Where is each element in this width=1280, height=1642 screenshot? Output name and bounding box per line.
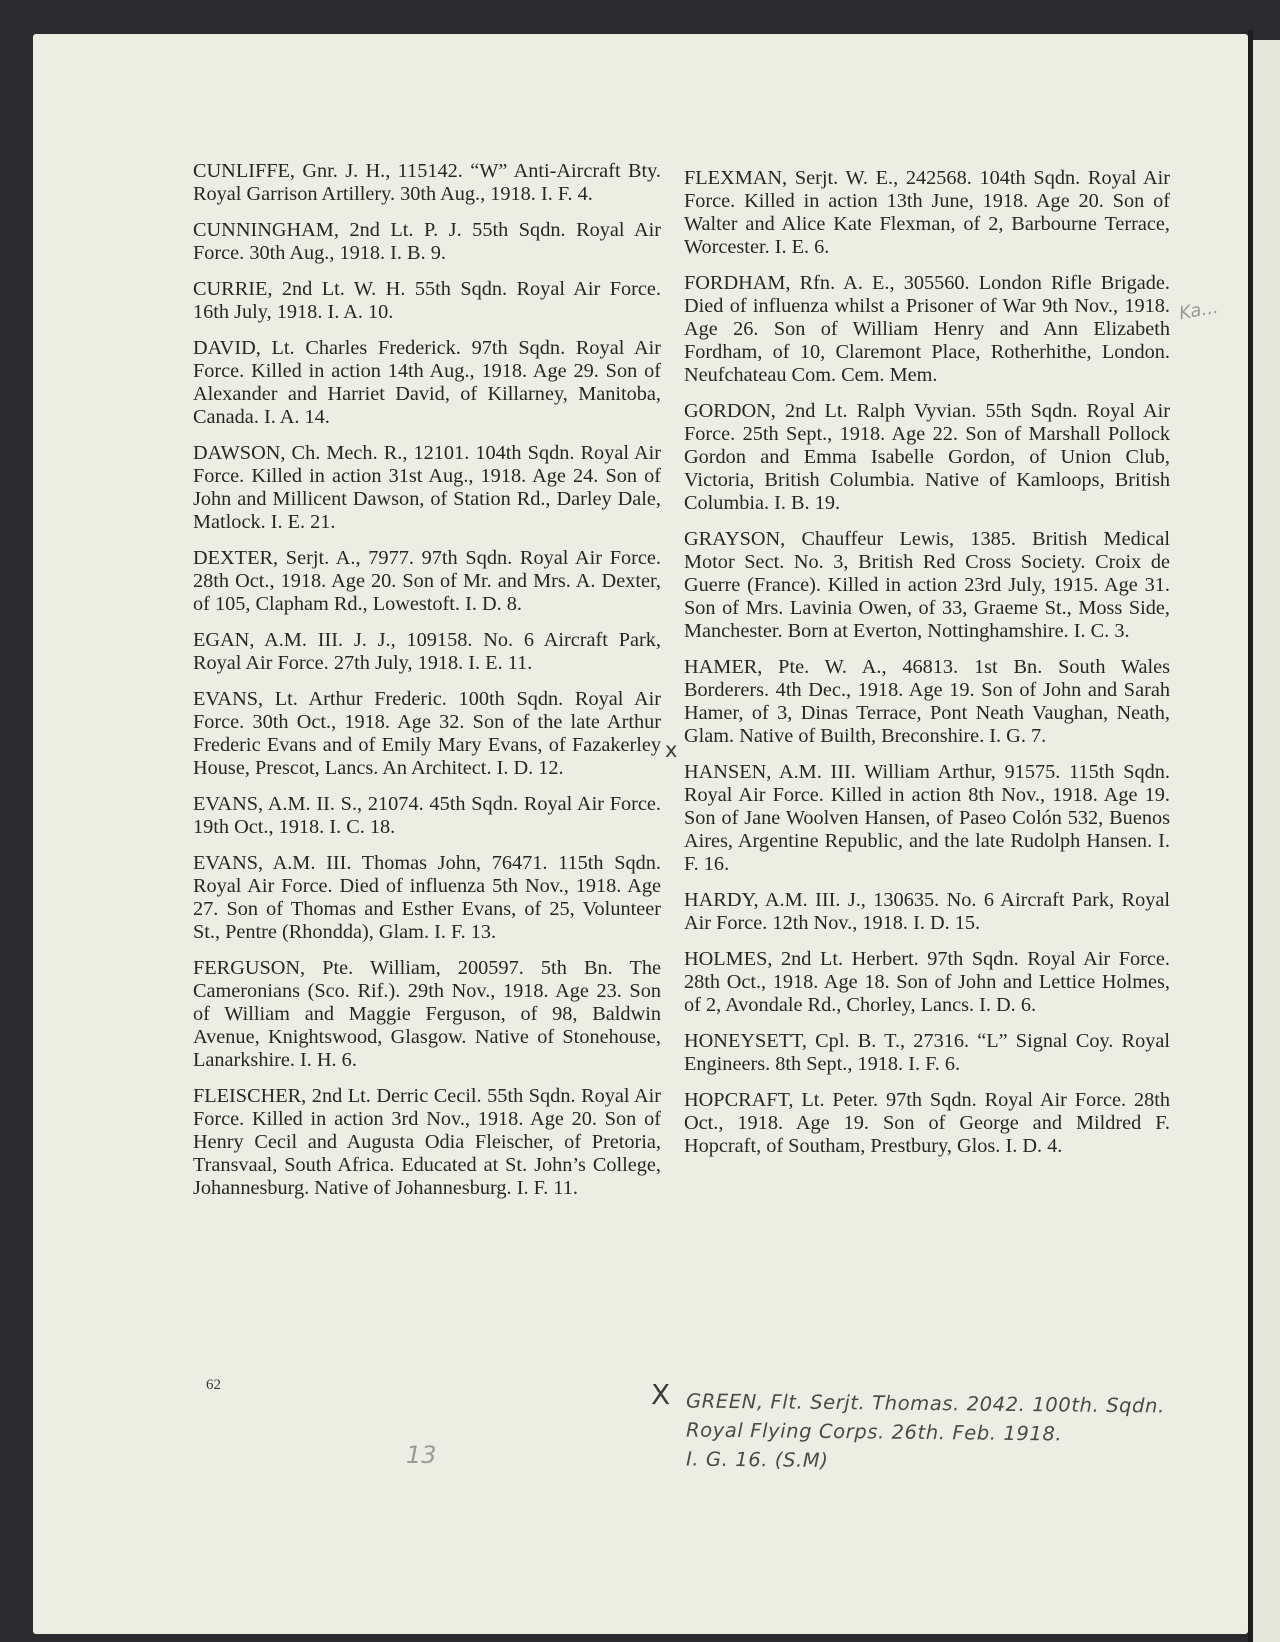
register-entry: CUNLIFFE, Gnr. J. H., 115142. “W” Anti-Aircraft Bty. Royal Garrison Artillery. 30th Aug., 1918. I. F. 4. <box>193 160 661 205</box>
register-entry: GRAYSON, Chauffeur Lewis, 1385. British Medical Motor Sect. No. 3, British Red Cross Society. Croix de Guerre (France). Killed in action 23rd July, 1915. Age 31. Son of Mrs. Lavinia Owen, of 33, Graeme St., Moss Side, Manchester. Born at Everton, Nottinghamshire. I. C. 3. <box>684 528 1170 642</box>
register-entry: GORDON, 2nd Lt. Ralph Vyvian. 55th Sqdn. Royal Air Force. 25th Sept., 1918. Age 22. Son of Marshall Pollock Gordon and Emma Isabelle Gordon, of Union Club, Victoria, British Columbia. Native of Kamloops, British Columbia. I. B. 19. <box>684 400 1170 514</box>
register-entry: EVANS, A.M. II. S., 21074. 45th Sqdn. Royal Air Force. 19th Oct., 1918. I. C. 18. <box>193 793 661 838</box>
register-entry: FORDHAM, Rfn. A. E., 305560. London Rifle Brigade. Died of influenza whilst a Prisoner of War 9th Nov., 1918. Age 26. Son of William Henry and Ann Elizabeth Fordham, of 10, Claremont Place, Rotherhithe, London. Neufchateau Com. Cem. Mem. <box>684 272 1170 386</box>
register-entry: FERGUSON, Pte. William, 200597. 5th Bn. The Cameronians (Sco. Rif.). 29th Nov., 1918. Age 23. Son of William and Maggie Ferguson, of 98, Baldwin Avenue, Knightswood, Glasgow. Native of Stonehouse, Lanarkshire. I. H. 6. <box>193 957 661 1071</box>
handwritten-note-line: GREEN, Flt. Serjt. Thomas. 2042. 100th. Sqdn. <box>685 1389 1165 1418</box>
handwritten-note-line: I. G. 16. (S.M) <box>685 1447 829 1472</box>
register-entry: HANSEN, A.M. III. William Arthur, 91575. 115th Sqdn. Royal Air Force. Killed in action 8th Nov., 1918. Age 19. Son of Jane Woolven Hansen, of Paseo Colón 532, Buenos Aires, Argentine Republic, and the late Rudolph Hansen. I. F. 16. <box>684 761 1170 875</box>
register-entry: HOPCRAFT, Lt. Peter. 97th Sqdn. Royal Air Force. 28th Oct., 1918. Age 19. Son of George and Mildred F. Hopcraft, of Southam, Prestbury, Glos. I. D. 4. <box>684 1089 1170 1157</box>
register-entry: HAMER, Pte. W. A., 46813. 1st Bn. South Wales Borderers. 4th Dec., 1918. Age 19. Son of John and Sarah Hamer, of 3, Dinas Terrace, Pont Neath Vaughan, Neath, Glam. Native of Builth, Breconshire. I. G. 7. <box>684 656 1170 747</box>
page-number: 62 <box>206 1377 221 1393</box>
left-column <box>193 160 661 1213</box>
register-entry: CUNNINGHAM, 2nd Lt. P. J. 55th Sqdn. Royal Air Force. 30th Aug., 1918. I. B. 9. <box>193 219 661 264</box>
register-entry: DAWSON, Ch. Mech. R., 12101. 104th Sqdn. Royal Air Force. Killed in action 31st Aug., 1918. Age 24. Son of John and Millicent Dawson, of Station Rd., Darley Dale, Matlock. I. E. 21. <box>193 442 661 533</box>
handwritten-note <box>686 1389 1165 1476</box>
register-entry: EVANS, A.M. III. Thomas John, 76471. 115th Sqdn. Royal Air Force. Died of influenza 5th Nov., 1918. Age 27. Son of Thomas and Esther Evans, of 25, Volunteer St., Pentre (Rhondda), Glam. I. F. 13. <box>193 852 661 943</box>
pencil-number: 13 <box>406 1441 437 1469</box>
facing-page-edge <box>1253 40 1280 1642</box>
register-entry: FLEISCHER, 2nd Lt. Derric Cecil. 55th Sqdn. Royal Air Force. Killed in action 3rd Nov., 1918. Age 20. Son of Henry Cecil and Augusta Odia Fleischer, of Pretoria, Transvaal, South Africa. Educated at St. John’s College, Johannesburg. Native of Johannesburg. I. F. 11. <box>193 1085 661 1199</box>
register-entry: FLEXMAN, Serjt. W. E., 242568. 104th Sqdn. Royal Air Force. Killed in action 13th June, 1918. Age 20. Son of Walter and Alice Kate Flexman, of 2, Barbourne Terrace, Worcester. I. E. 6. <box>684 167 1170 258</box>
handwritten-x-mark: X <box>651 1378 671 1411</box>
register-entry: CURRIE, 2nd Lt. W. H. 55th Sqdn. Royal Air Force. 16th July, 1918. I. A. 10. <box>193 278 661 323</box>
register-entry: EVANS, Lt. Arthur Frederic. 100th Sqdn. Royal Air Force. 30th Oct., 1918. Age 32. Son of the late Arthur Frederic Evans and of Emily Mary Evans, of Fazakerley House, Prescot, Lancs. An Architect. I. D. 12. <box>193 688 661 779</box>
margin-pencil-scrawl: Ka... <box>1177 296 1220 325</box>
register-entry: HARDY, A.M. III. J., 130635. No. 6 Aircraft Park, Royal Air Force. 12th Nov., 1918. I. D. 15. <box>684 889 1170 934</box>
register-entry: DAVID, Lt. Charles Frederick. 97th Sqdn. Royal Air Force. Killed in action 14th Aug., 1918. Age 29. Son of Alexander and Harriet David, of Killarney, Manitoba, Canada. I. A. 14. <box>193 337 661 428</box>
handwritten-note-line: Royal Flying Corps. 26th. Feb. 1918. <box>685 1418 1063 1446</box>
register-entry: HOLMES, 2nd Lt. Herbert. 97th Sqdn. Royal Air Force. 28th Oct., 1918. Age 18. Son of John and Lettice Holmes, of 2, Avondale Rd., Chorley, Lancs. I. D. 6. <box>684 948 1170 1016</box>
handwritten-x-mark: x <box>665 738 678 762</box>
right-column <box>684 167 1170 1171</box>
register-entry: HONEYSETT, Cpl. B. T., 27316. “L” Signal Coy. Royal Engineers. 8th Sept., 1918. I. F. 6. <box>684 1030 1170 1075</box>
register-entry: DEXTER, Serjt. A., 7977. 97th Sqdn. Royal Air Force. 28th Oct., 1918. Age 20. Son of Mr. and Mrs. A. Dexter, of 105, Clapham Rd., Lowestoft. I. D. 8. <box>193 547 661 615</box>
register-entry: EGAN, A.M. III. J. J., 109158. No. 6 Aircraft Park, Royal Air Force. 27th July, 1918. I. E. 11. <box>193 629 661 674</box>
